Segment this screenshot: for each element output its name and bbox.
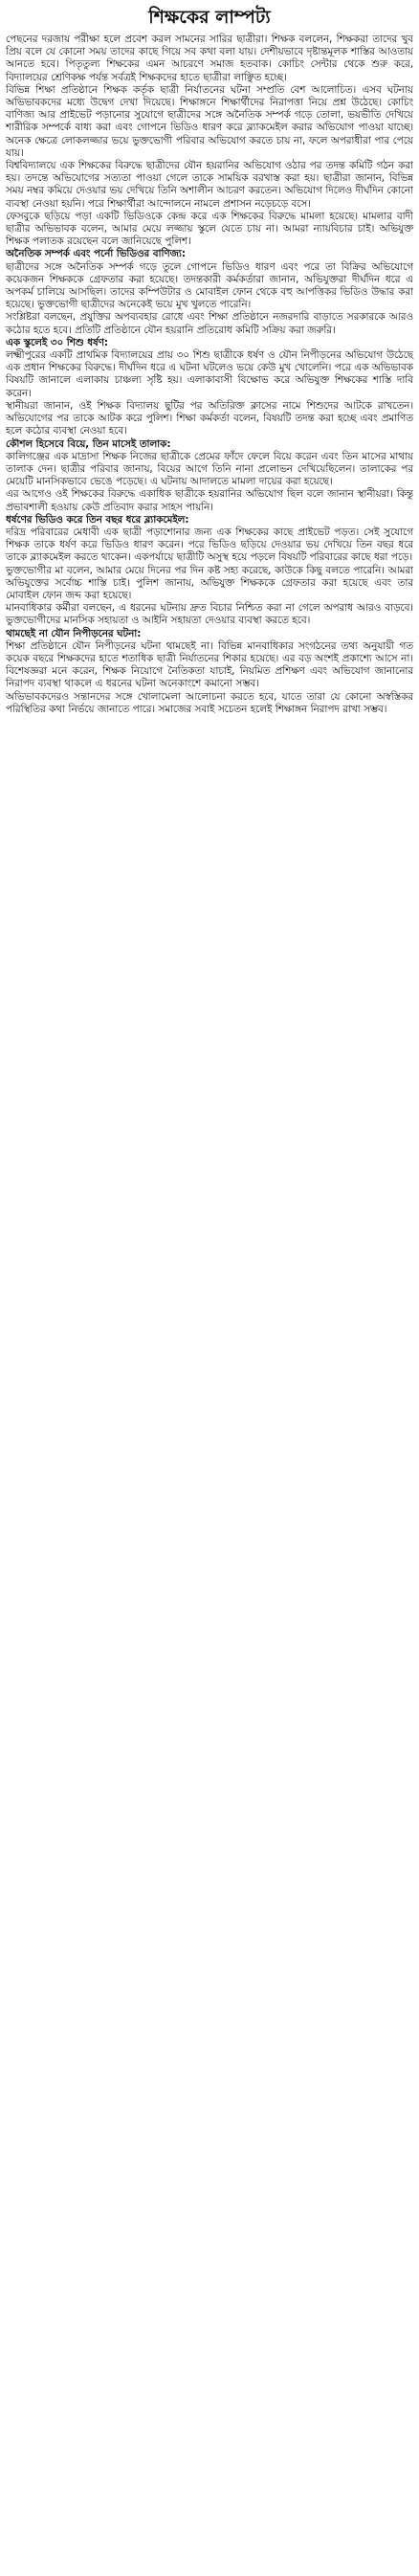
paragraph: অভিভাবকদেরও সন্তানদের সঙ্গে খোলামেলা আলোচনা করতে হবে, যাতে তারা যে কোনো অস্বস্তিকর পরিস্থিতির কথা নির্ভয়ে জানাতে পারে। সমাজের সবাই সচেতন হলেই শিক্ষাঙ্গন নিরাপদ রাখা সম্ভব। xyxy=(6,690,413,715)
article-intro xyxy=(6,34,413,248)
article-section xyxy=(6,514,413,628)
article-headline: শিক্ষকের লাম্পট্য xyxy=(148,7,271,28)
paragraph: ফেসবুকে ছড়িয়ে পড়া একটি ভিডিওকে কেন্দ্র করে এক শিক্ষকের বিরুদ্ধে মামলা হয়েছে। মামলার বাদী ছাত্রীর অভিভাবক বলেন, আমার মেয়ে লজ্জায় স্কুলে যেতে চায় না। আমরা ন্যায়বিচার চাই। অভিযুক্ত শিক্ষক পলাতক রয়েছেন বলে জানিয়েছে পুলিশ। xyxy=(6,210,413,248)
section-heading: ধর্ষণের ভিডিও করে তিন বছর ধরে ব্ল্যাকমেইল: xyxy=(6,513,189,526)
section-heading: অনৈতিক সম্পর্ক এবং পর্নো ভিডিওর বাণিজ্য: xyxy=(6,248,186,260)
section-heading: কৌশল হিসেবে বিয়ে, তিন মাসেই তালাক: xyxy=(6,437,171,450)
paragraph: এর আগেও ওই শিক্ষকের বিরুদ্ধে একাধিক ছাত্রীকে হয়রানির অভিযোগ ছিল বলে জানান স্থানীয়রা। কিন্তু প্রভাবশালী হওয়ায় কেউ প্রতিবাদ করার সাহস পায়নি। xyxy=(6,488,413,513)
paragraph: দরিদ্র পরিবারের মেধাবী এক ছাত্রী পড়াশোনার জন্য এক শিক্ষকের কাছে প্রাইভেট পড়ত। সেই সুযোগে শিক্ষক তাকে ধর্ষণ করে ভিডিও ধারণ করেন। পরে ভিডিও ছড়িয়ে দেওয়ার ভয় দেখিয়ে তিন বছর ধরে তাকে ব্ল্যাকমেইল করতে থাকেন। একপর্যায়ে ছাত্রীটি অসুস্থ হয়ে পড়লে বিষয়টি পরিবারের কাছে ধরা পড়ে। xyxy=(6,526,413,564)
article-section xyxy=(6,337,413,438)
paragraph: লক্ষ্মীপুরের একটি প্রাথমিক বিদ্যালয়ের প্রায় ৩০ শিশু ছাত্রীকে ধর্ষণ ও যৌন নিপীড়নের অভিযোগ উঠেছে এক প্রধান শিক্ষকের বিরুদ্ধে। দীর্ঘদিন ধরে এ ঘটনা ঘটলেও ভয়ে কেউ মুখ খোলেনি। পরে এক অভিভাবক বিষয়টি জানালে এলাকায় চাঞ্চল্য সৃষ্টি হয়। এলাকাবাসী বিক্ষোভ করে অভিযুক্ত শিক্ষকের শাস্তি দাবি করেন। xyxy=(6,349,413,399)
paragraph: স্থানীয়রা জানান, ওই শিক্ষক বিদ্যালয় ছুটির পর অতিরিক্ত ক্লাসের নামে শিশুদের আটকে রাখতেন। অভিযোগের পর তাকে আটক করে পুলিশ। শিক্ষা কর্মকর্তা বলেন, বিষয়টি তদন্ত করা হচ্ছে এবং প্রমাণিত হলে কঠোর ব্যবস্থা নেওয়া হবে। xyxy=(6,399,413,437)
paragraph: পেছনের দরজায় পরীক্ষা হলে প্রবেশ করল সামনের সারির ছাত্রীরা। শিক্ষক বললেন, শিক্ষকরা তাদের খুব প্রিয় বলে যে কোনো সময় তাদের কাছে গিয়ে সব কথা বলা যায়। দেশীয়ভাবে দৃষ্টান্তমূলক শাস্তির আওতায় আনতে হবে। পিতৃতুল্য শিক্ষকের এমন আচরণে সমাজ হতবাক। কোচিং সেন্টার থেকে শুরু করে, বিদ্যালয়ের শ্রেণিকক্ষ পর্যন্ত সর্বত্রই শিক্ষকদের হাতে ছাত্রীরা লাঞ্ছিত হচ্ছে। xyxy=(6,34,413,83)
paragraph: সংশ্লিষ্টরা বলছেন, প্রযুক্তির অপব্যবহার রোধে এবং শিক্ষা প্রতিষ্ঠানে নজরদারি বাড়াতে সরকারকে আরও কঠোর হতে হবে। প্রতিটি প্রতিষ্ঠানে যৌন হয়রানি প্রতিরোধ কমিটি সক্রিয় করা জরুরি। xyxy=(6,311,413,336)
section-heading: থামছেই না যৌন নিপীড়নের ঘটনা: xyxy=(6,627,142,639)
section-heading: এক স্কুলেই ৩০ শিশু ধর্ষণ: xyxy=(6,336,109,348)
article-section xyxy=(6,248,413,336)
article xyxy=(0,0,419,720)
paragraph: কালিগঞ্জের এক মাদ্রাসা শিক্ষক নিজের ছাত্রীকে প্রেমের ফাঁদে ফেলে বিয়ে করেন এবং তিন মাসের মাথায় তালাক দেন। ছাত্রীর পরিবার জানায়, বিয়ের আগে তিনি নানা প্রলোভন দেখিয়েছিলেন। তালাকের পর মেয়েটি মানসিকভাবে ভেঙে পড়েছে। এ ঘটনায় আদালতে মামলা দায়ের করা হয়েছে। xyxy=(6,450,413,488)
paragraph: বিশ্ববিদ্যালয়ে এক শিক্ষকের বিরুদ্ধে ছাত্রীদের যৌন হয়রানির অভিযোগ ওঠার পর তদন্ত কমিটি গঠন করা হয়। তদন্তে অভিযোগের সত্যতা পাওয়া গেলে তাকে সাময়িক বরখাস্ত করা হয়। ছাত্রীরা জানান, বিভিন্ন সময় নম্বর কমিয়ে দেওয়ার ভয় দেখিয়ে তিনি অশালীন আচরণ করতেন। অভিযোগ দিলেও দীর্ঘদিন কোনো ব্যবস্থা নেওয়া হয়নি। পরে শিক্ষার্থীরা আন্দোলনে নামলে প্রশাসন নড়েচড়ে বসে। xyxy=(6,160,413,210)
article-section xyxy=(6,438,413,514)
paragraph: মানবাধিকার কর্মীরা বলছেন, এ ধরনের ঘটনায় দ্রুত বিচার নিশ্চিত করা না গেলে অপরাধ আরও বাড়বে। ভুক্তভোগীদের মানসিক সহায়তা ও আইনি সহায়তা দেওয়ার ব্যবস্থা করতে হবে। xyxy=(6,602,413,627)
paragraph: ছাত্রীদের সঙ্গে অনৈতিক সম্পর্ক গড়ে তুলে গোপনে ভিডিও ধারণ এবং পরে তা বিক্রির অভিযোগে কয়েকজন শিক্ষককে গ্রেফতার করা হয়েছে। তদন্তকারী কর্মকর্তারা জানান, অভিযুক্তরা দীর্ঘদিন ধরে এ অপকর্ম চালিয়ে আসছিল। তাদের কম্পিউটার ও মোবাইল ফোন থেকে বহু আপত্তিকর ভিডিও উদ্ধার করা হয়েছে। ভুক্তভোগী ছাত্রীদের অনেকেই ভয়ে মুখ খুলতে পারেনি। xyxy=(6,260,413,311)
paragraph: শিক্ষা প্রতিষ্ঠানে যৌন নিপীড়নের ঘটনা থামছেই না। বিভিন্ন মানবাধিকার সংগঠনের তথ্য অনুযায়ী গত কয়েক বছরে শিক্ষকদের হাতে শতাধিক ছাত্রী নির্যাতনের শিকার হয়েছে। এর বড় অংশই প্রকাশ্যে আসে না। বিশেষজ্ঞরা মনে করেন, শিক্ষক নিয়োগে নৈতিকতা যাচাই, নিয়মিত প্রশিক্ষণ এবং অভিযোগ জানানোর নিরাপদ ব্যবস্থা থাকলে এ ধরনের ঘটনা অনেকাংশে কমানো সম্ভব। xyxy=(6,639,413,690)
paragraph: ভুক্তভোগীর মা বলেন, আমার মেয়ে দিনের পর দিন কষ্ট সহ্য করেছে, কাউকে কিছু বলতে পারেনি। আমরা অভিযুক্তের সর্বোচ্চ শাস্তি চাই। পুলিশ জানায়, অভিযুক্ত শিক্ষককে গ্রেফতার করা হয়েছে এবং তার মোবাইল ফোন জব্দ করা হয়েছে। xyxy=(6,564,413,601)
article-section xyxy=(6,628,413,716)
paragraph: বিভিন্ন শিক্ষা প্রতিষ্ঠানে শিক্ষক কর্তৃক ছাত্রী নির্যাতনের ঘটনা সম্প্রতি বেশ আলোচিত। এসব ঘটনায় অভিভাবকদের মধ্যে উদ্বেগ দেখা দিয়েছে। শিক্ষাঙ্গনে শিক্ষার্থীদের নিরাপত্তা নিয়ে প্রশ্ন উঠেছে। কোচিং বাণিজ্য আর প্রাইভেট পড়ানোর সুযোগে ছাত্রীদের সঙ্গে অনৈতিক সম্পর্ক গড়ে তোলা, ভয়ভীতি দেখিয়ে শারীরিক সম্পর্কে বাধ্য করা এবং গোপনে ভিডিও ধারণ করে ব্ল্যাকমেইল করার অভিযোগ পাওয়া যাচ্ছে। অনেক ক্ষেত্রে লোকলজ্জার ভয়ে ভুক্তভোগী পরিবার অভিযোগ করতে চায় না, ফলে অপরাধীরা পার পেয়ে যায়। xyxy=(6,83,413,159)
